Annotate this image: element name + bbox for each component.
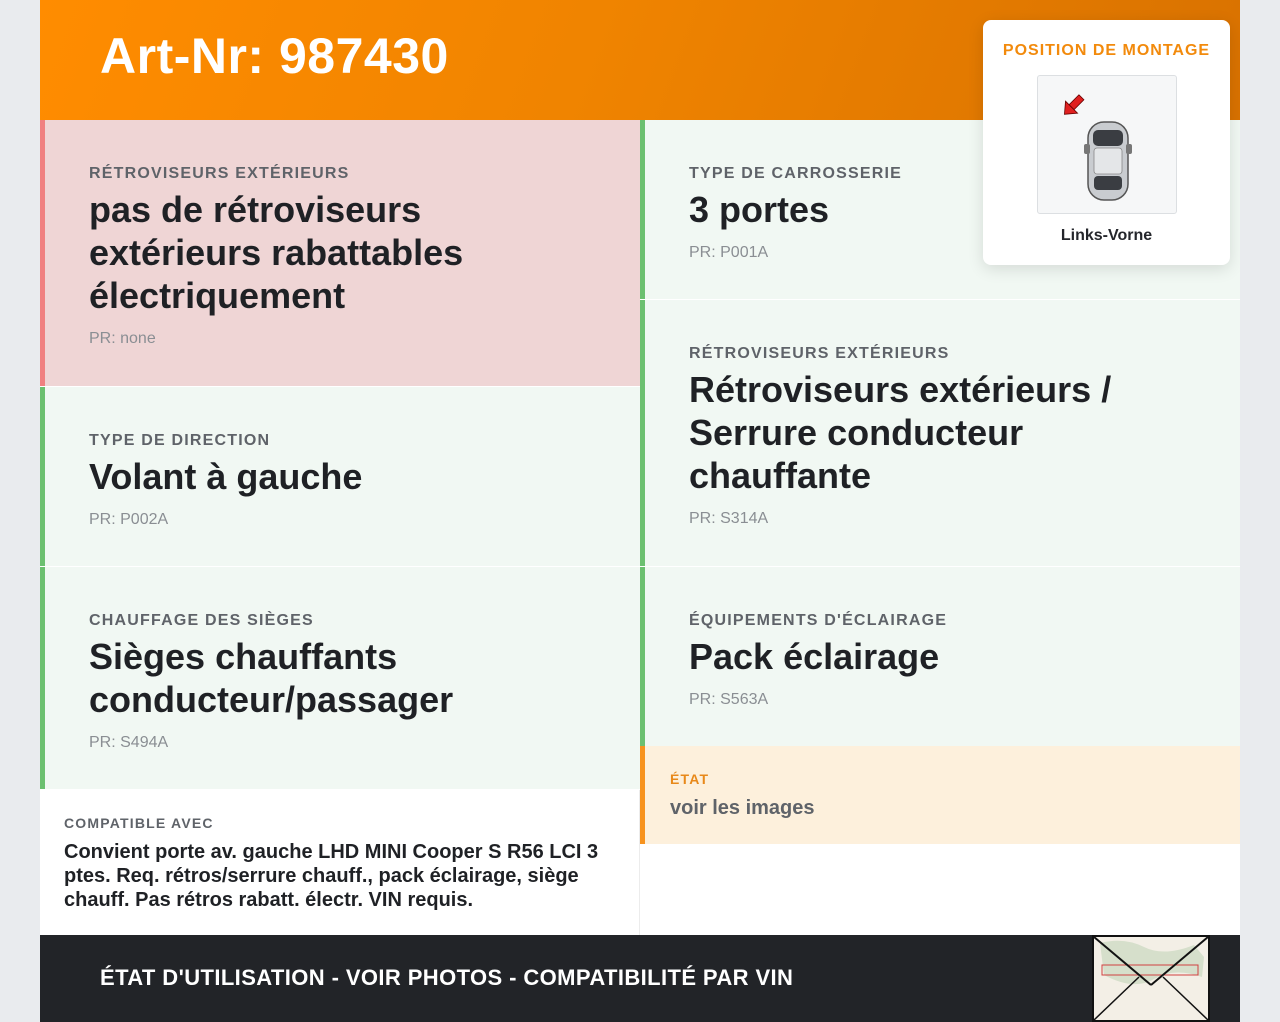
card-value: Pack éclairage: [689, 636, 940, 677]
card-steering: [40, 387, 640, 566]
card-pr-code: PR: P001A: [689, 244, 769, 261]
footer-text: ÉTAT D'UTILISATION - VOIR PHOTOS - COMPATIBILITÉ PAR VIN: [100, 965, 794, 990]
card-pr-code: PR: S314A: [689, 510, 769, 527]
card-value: Sièges chauffants conducteur/passager: [89, 636, 454, 720]
card-value: Rétroviseurs extérieurs / Serrure conducteur chauffante: [689, 369, 1112, 496]
compatibility-text: Convient porte av. gauche LHD MINI Cooper S R56 LCI 3 ptes. Req. rétros/serrure chauff., pack éclairage, siège chauff. Pas rétros rabatt. électr. VIN requis.: [64, 841, 599, 911]
product-sheet: [40, 0, 1240, 1022]
card-pr-code: PR: P002A: [89, 511, 169, 528]
card-pr-code: PR: S494A: [89, 734, 169, 751]
card-mirror-heat: [640, 300, 1240, 566]
card-label: RÉTROVISEURS EXTÉRIEURS: [89, 165, 350, 182]
article-number: Art-Nr: 987430: [100, 28, 449, 84]
mounting-position-panel: [983, 20, 1230, 265]
card-seat-heat: [40, 567, 640, 789]
card-lighting: [640, 567, 1240, 746]
condition-value: voir les images: [670, 797, 815, 819]
card-value: 3 portes: [689, 189, 830, 230]
car-top-view-icon: [1037, 75, 1177, 214]
envelope-stamp-icon: [1092, 935, 1210, 1022]
card-value: pas de rétroviseurs extérieurs rabattables électriquement: [89, 189, 464, 316]
card-value: Volant à gauche: [89, 456, 363, 497]
mounting-title: POSITION DE MONTAGE: [1002, 42, 1211, 59]
card-mirror-fold: [40, 120, 640, 386]
card-label: TYPE DE DIRECTION: [89, 432, 271, 449]
mounting-position-value: Links-Vorne: [1060, 227, 1153, 244]
card-label: TYPE DE CARROSSERIE: [689, 165, 903, 182]
card-label: CHAUFFAGE DES SIÈGES: [89, 612, 314, 629]
condition-label: ÉTAT: [670, 771, 710, 787]
card-pr-code: PR: none: [89, 330, 156, 347]
footer-bar: [40, 935, 1240, 1022]
card-label: RÉTROVISEURS EXTÉRIEURS: [689, 345, 950, 362]
card-label: ÉQUIPEMENTS D'ÉCLAIRAGE: [689, 612, 948, 629]
condition-box: [640, 746, 1240, 844]
compatibility-label: COMPATIBLE AVEC: [64, 815, 214, 831]
compatibility-box: [40, 790, 640, 935]
card-pr-code: PR: S563A: [689, 691, 769, 708]
